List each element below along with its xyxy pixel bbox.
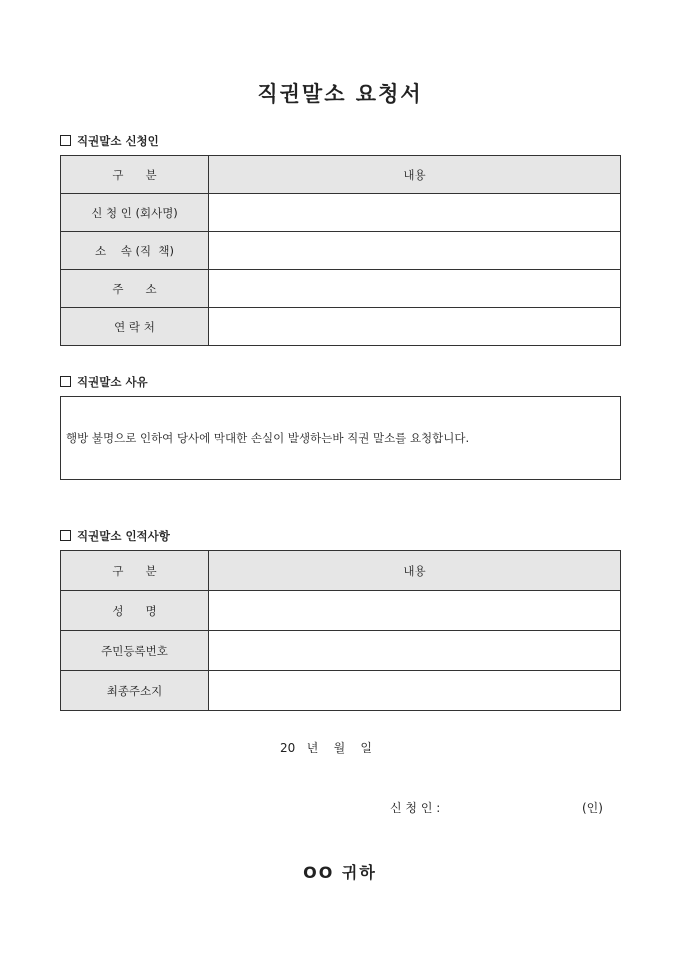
section-heading-applicant <box>60 133 159 149</box>
row-value-resident-number[interactable] <box>209 631 621 671</box>
reason-text: 행방 불명으로 인하여 당사에 막대한 손실이 발생하는바 직권 말소를 요청합니다. <box>66 431 470 445</box>
table-row <box>61 631 621 671</box>
addressee: OO 귀하 <box>303 863 377 882</box>
table-row <box>61 671 621 711</box>
header-content: 내용 <box>209 156 621 194</box>
row-label-contact: 연 락 처 <box>61 308 209 346</box>
table-row <box>61 308 621 346</box>
seal-mark: (인) <box>582 801 603 815</box>
applicant-signature-label: 신 청 인 : <box>390 801 441 815</box>
table-row <box>61 194 621 232</box>
row-value-address[interactable] <box>209 270 621 308</box>
section-heading-personal-info <box>60 528 170 544</box>
header-content: 내용 <box>209 551 621 591</box>
row-value-name[interactable] <box>209 591 621 631</box>
row-value-last-address[interactable] <box>209 671 621 711</box>
row-value-applicant[interactable] <box>209 194 621 232</box>
document-title: 직권말소 요청서 <box>257 81 423 106</box>
row-label-affiliation: 소 속 (직 책) <box>61 232 209 270</box>
table-row <box>61 591 621 631</box>
applicant-table <box>60 155 621 346</box>
section-heading-text: 직권말소 신청인 <box>77 134 159 148</box>
section-heading-reason <box>60 374 148 390</box>
row-label-last-address: 최종주소지 <box>61 671 209 711</box>
row-label-resident-number: 주민등록번호 <box>61 631 209 671</box>
table-row <box>61 270 621 308</box>
checkbox-square-icon <box>60 376 71 387</box>
section-heading-text: 직권말소 인적사항 <box>77 529 170 543</box>
row-value-contact[interactable] <box>209 308 621 346</box>
checkbox-square-icon <box>60 135 71 146</box>
table-header-row <box>61 156 621 194</box>
reason-box[interactable] <box>60 396 621 480</box>
row-label-address: 주 소 <box>61 270 209 308</box>
row-label-applicant: 신 청 인 (회사명) <box>61 194 209 232</box>
personal-info-table <box>60 550 621 711</box>
row-value-affiliation[interactable] <box>209 232 621 270</box>
section-heading-text: 직권말소 사유 <box>77 375 148 389</box>
table-header-row <box>61 551 621 591</box>
date-line: 20 년 월 일 <box>280 741 373 755</box>
header-category: 구 분 <box>61 156 209 194</box>
table-row <box>61 232 621 270</box>
row-label-name: 성 명 <box>61 591 209 631</box>
checkbox-square-icon <box>60 530 71 541</box>
header-category: 구 분 <box>61 551 209 591</box>
